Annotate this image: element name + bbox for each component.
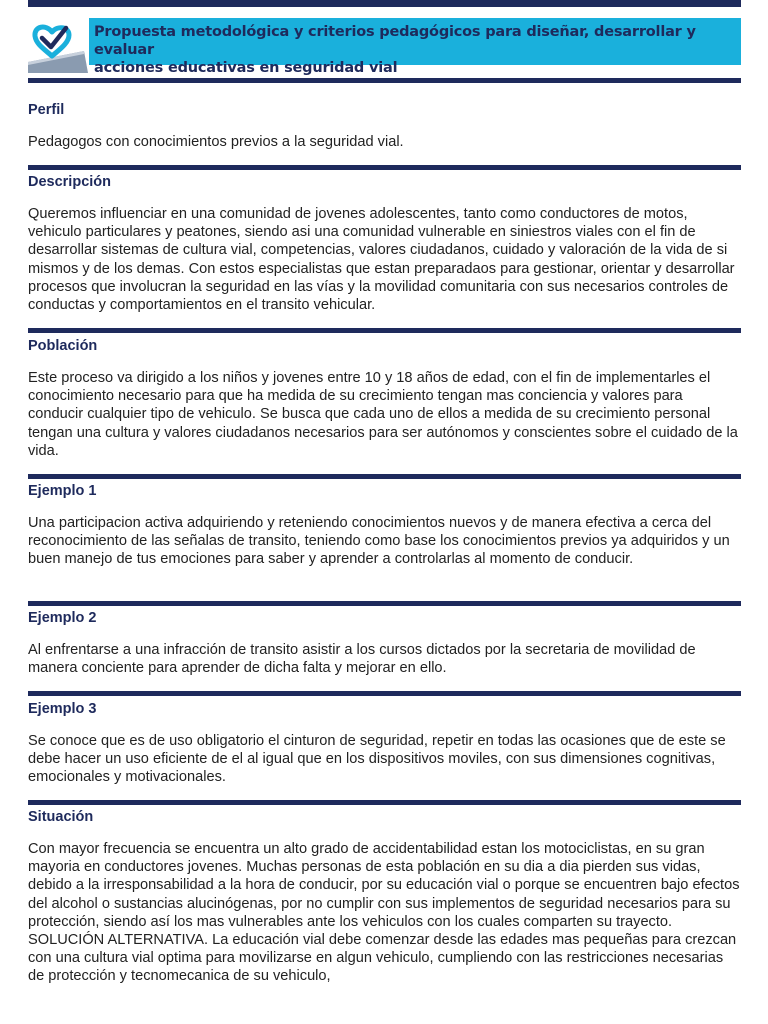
section-title: Población	[28, 338, 98, 354]
section-title: Situación	[28, 809, 94, 825]
section-body: Este proceso va dirigido a los niños y jovenes entre 10 y 18 años de edad, con el fin de implementarles el conocimiento necesario para que ha medida de su crecimiento tengan mas conciencia y valores para conducir cualquier tipo de vehiculo. Se busca que cada uno de ellos a medida de su crecimiento personal tengan una cultura y valores ciudadanos necesarios para ser autónomos y conscientes sobre el cuidado de la vida.	[28, 370, 738, 459]
top-rule	[28, 0, 741, 7]
document-title-line-2: acciones educativas en seguridad vial	[94, 60, 398, 76]
section-divider	[28, 328, 741, 333]
section-divider	[28, 800, 741, 805]
section-title: Ejemplo 3	[28, 701, 97, 717]
section-body: Se conoce que es de uso obligatorio el cinturon de seguridad, repetir en todas las ocasiones que de este se debe hacer un uso eficiente de el al igual que en los dispositivos moviles, con sus dimensiones cognitivas, emocionales y motivacionales.	[28, 733, 726, 786]
section-title: Perfil	[28, 102, 65, 118]
section-divider	[28, 165, 741, 170]
section-body: Con mayor frecuencia se encuentra un alto grado de accidentabilidad estan los motociclistas, en su gran mayoria en conductores jovenes. Muchas personas de esta población en su dia a dia pierden sus vidas, debido a la irresponsabilidad a la hora de conducir, por su educación vial o porque se encuentren bajo efectos del alcohol o sustancias alucinógenas, por no cumplir con sus implementos de seguridad necesarios para su protección, siendo así los mas vulnerables ante los vehiculos con los cuales comparten su trayecto. SOLUCIÓN ALTERNATIVA. La educación vial debe comenzar desde las edades mas pequeñas para crezcan con una cultura vial optima para movilizarse en algun vehiculo, cumpliendo con las restricciones necesarias de protección y tecnomecanica de su vehiculo,	[28, 841, 740, 985]
title-banner	[89, 18, 741, 76]
heart-check-logo-icon	[28, 18, 88, 73]
section-title: Ejemplo 2	[28, 610, 97, 626]
section-title: Descripción	[28, 174, 111, 190]
section-divider	[28, 474, 741, 479]
section-body: Pedagogos con conocimientos previos a la seguridad vial.	[28, 134, 404, 150]
section-divider	[28, 601, 741, 606]
section-title: Ejemplo 1	[28, 483, 97, 499]
section-body: Una participacion activa adquiriendo y reteniendo conocimientos nuevos y de manera efectiva a cerca del reconocimiento de las señalas de transito, teniendo como base los conocimientos previos ya adquiridos y un buen manejo de tus emociones para saber y aprender a controlarlas al momento de conducir.	[28, 515, 730, 568]
document-header	[28, 18, 741, 76]
header-divider	[28, 78, 741, 83]
section-body: Al enfrentarse a una infracción de transito asistir a los cursos dictados por la secretaria de movilidad de manera conciente para aprender de dicha falta y mejorar en ello.	[28, 642, 696, 677]
document-title-line-1: Propuesta metodológica y criterios pedagógicos para diseñar, desarrollar y evaluar	[94, 24, 696, 58]
section-body: Queremos influenciar en una comunidad de jovenes adolescentes, tanto como conductores de motos, vehiculo particulares y peatones, siendo asi una comunidad vulnerable en siniestros viales con el fin de desarrollar sistemas de cultura vial, competencias, valores ciudadanos, cuidado y valoración de la vida de si mismos y de los demas. Con estos especialistas que estan preparadaos para gestionar, orientar y desarrollar procesos que involucran la seguridad en las vías y la movilidad comunitaria con sus necesarios controles de conductas y comportamientos en el transito vehicular.	[28, 206, 735, 314]
section-divider	[28, 691, 741, 696]
